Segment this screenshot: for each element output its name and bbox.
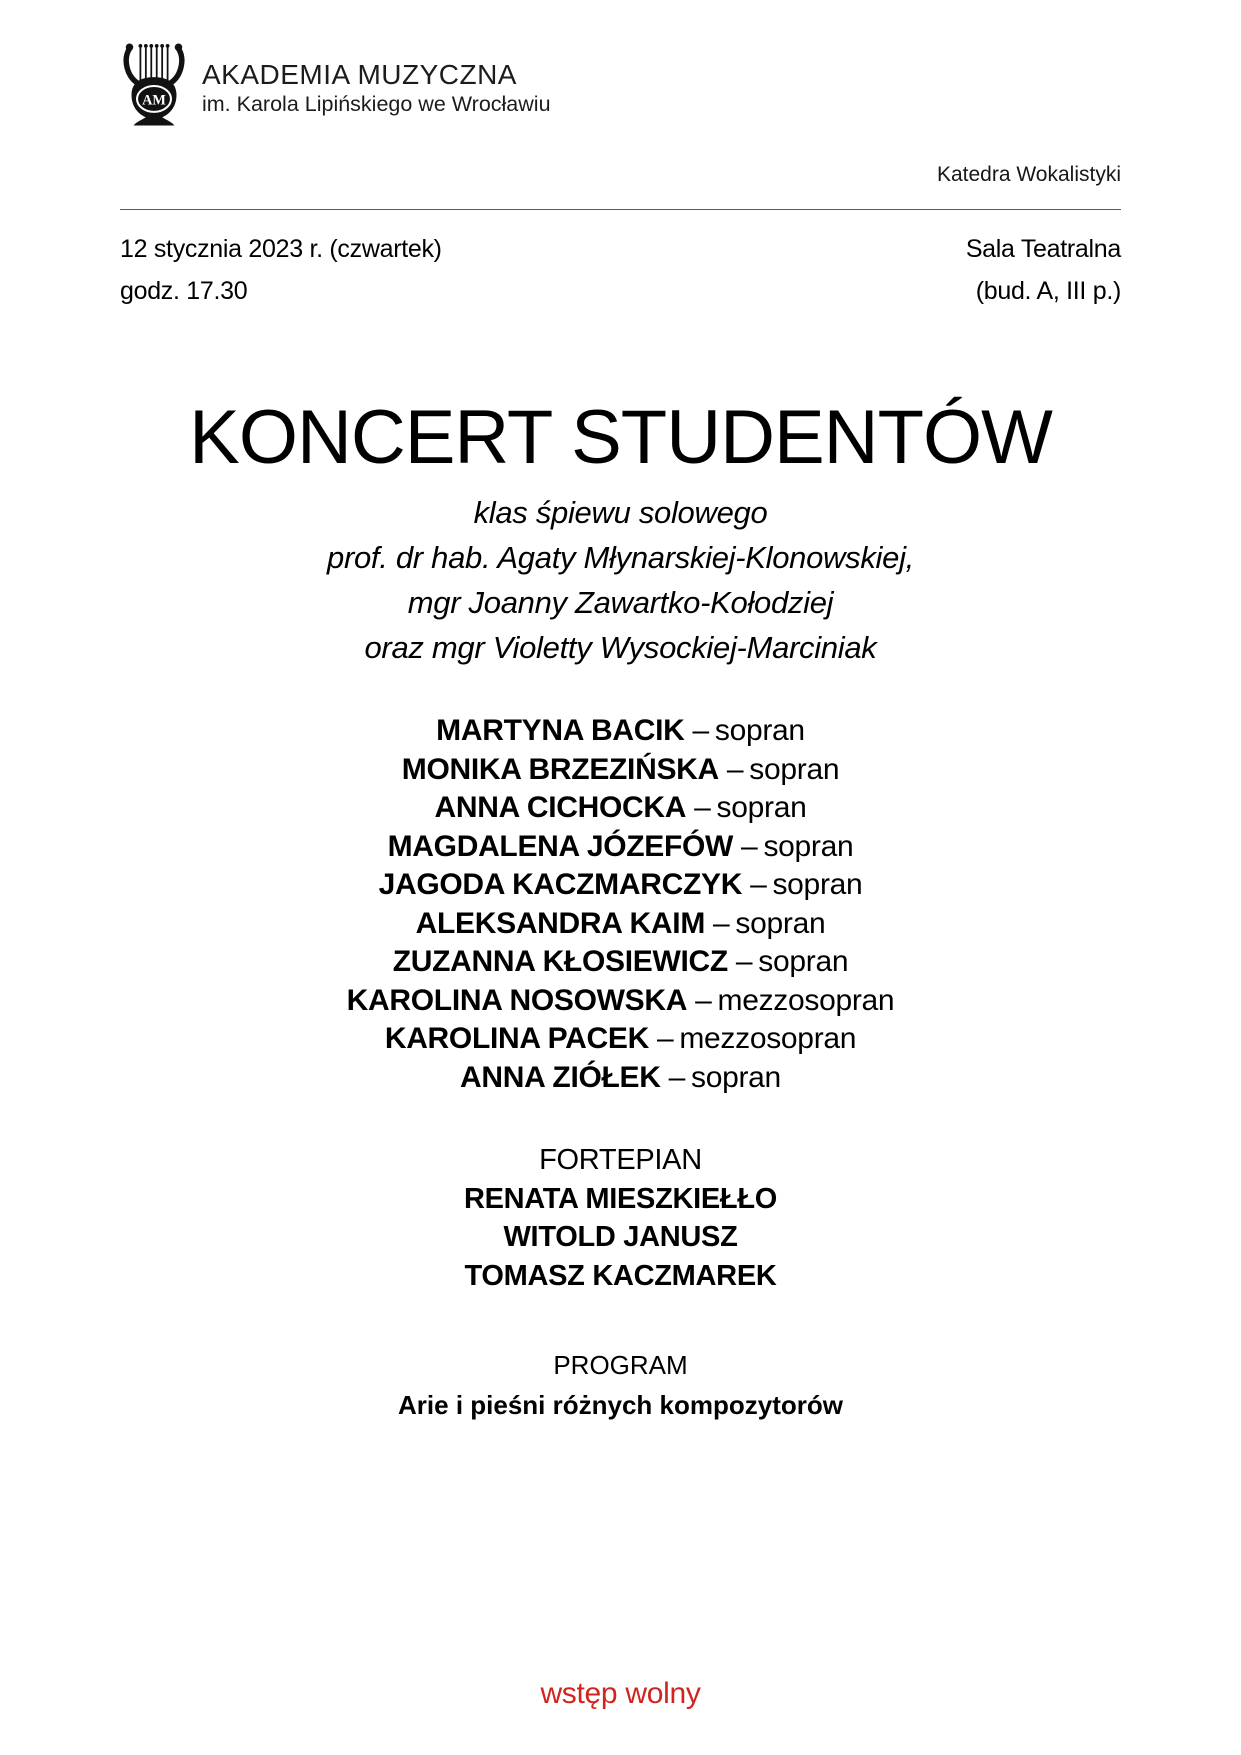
subtitle-line: oraz mgr Violetty Wysockiej-Marciniak [364,630,877,665]
performer-separator: – [695,983,712,1017]
performer-voice: sopran [735,906,826,940]
performer-list [120,712,1121,1097]
performer-name: ANNA ZIÓŁEK [460,1060,661,1094]
page-title: KONCERT STUDENTÓW [189,395,1052,480]
piano-section [120,1141,1121,1295]
subtitle-line: mgr Joanny Zawartko-Kołodziej [407,585,834,620]
lyre-logo-icon [120,40,188,137]
pianist-name: RENATA MIESZKIEŁŁO [463,1182,778,1215]
program-heading: PROGRAM [553,1350,688,1380]
performer-name: ZUZANNA KŁOSIEWICZ [392,945,728,978]
performer-separator: – [656,1022,674,1055]
performer-voice: sopran [691,1060,781,1094]
performer-separator: – [694,791,711,824]
performer-row [120,751,1121,790]
performer-voice: sopran [758,945,849,978]
program-section [120,1345,1121,1425]
performer-row [120,982,1121,1021]
performer-voice: sopran [714,714,805,747]
performer-name: JAGODA KACZMARCZYK [378,868,743,901]
performer-voice: sopran [749,752,840,786]
performer-separator: – [735,945,753,978]
performer-name: ANNA CICHOCKA [434,791,687,824]
performer-name: MAGDALENA JÓZEFÓW [387,829,734,863]
event-venue [966,228,1121,312]
academy-patron: im. Karola Lipińskiego we Wrocławiu [202,92,551,117]
performer-separator: – [726,752,744,786]
svg-text:AM: AM [142,92,166,109]
program-description: Arie i pieśni różnych kompozytorów [398,1390,843,1420]
performer-row [120,866,1121,905]
performer-voice: sopran [763,829,854,863]
performer-row [120,712,1121,751]
performer-separator: – [668,1060,686,1094]
performer-name: KAROLINA NOSOWSKA [346,983,688,1017]
event-date: 12 stycznia 2023 r. (czwartek) [120,235,442,263]
header-divider [120,209,1121,210]
venue-detail: (bud. A, III p.) [975,277,1121,305]
performer-row [120,1059,1121,1098]
performer-row [120,1020,1121,1059]
performer-name: MARTYNA BACIK [436,714,685,747]
academy-logo [120,40,1121,137]
performer-separator: – [741,829,758,863]
performer-row [120,789,1121,828]
event-info-row [120,228,1121,312]
academy-name: AKADEMIA MUZYCZNA [202,58,517,90]
event-time: godz. 17.30 [120,277,248,305]
piano-heading: FORTEPIAN [539,1144,702,1176]
performer-voice: sopran [772,868,863,901]
subtitle-line: prof. dr hab. Agaty Młynarskiej-Klonowskiej, [327,540,914,575]
admission-note: wstęp wolny [540,1677,701,1710]
performer-separator: – [692,714,709,747]
performer-row [120,828,1121,867]
pianist-name: TOMASZ KACZMAREK [464,1259,777,1292]
performer-voice: mezzosopran [717,983,895,1017]
performer-name: KAROLINA PACEK [384,1022,649,1055]
subtitle-block [120,490,1121,670]
pianist-name: WITOLD JANUSZ [503,1221,738,1253]
performer-voice: mezzosopran [679,1022,857,1055]
subtitle-line: klas śpiewu solowego [473,495,768,530]
performer-separator: – [713,906,730,940]
performer-voice: sopran [716,791,807,824]
performer-name: MONIKA BRZEZIŃSKA [401,752,719,786]
performer-name: ALEKSANDRA KAIM [415,906,706,940]
academy-logo-text [202,59,551,118]
event-datetime [120,228,442,312]
performer-row [120,943,1121,982]
venue-name: Sala Teatralna [965,235,1121,263]
performer-separator: – [750,868,767,901]
department-label: Katedra Wokalistyki [936,163,1121,186]
performer-row [120,905,1121,944]
